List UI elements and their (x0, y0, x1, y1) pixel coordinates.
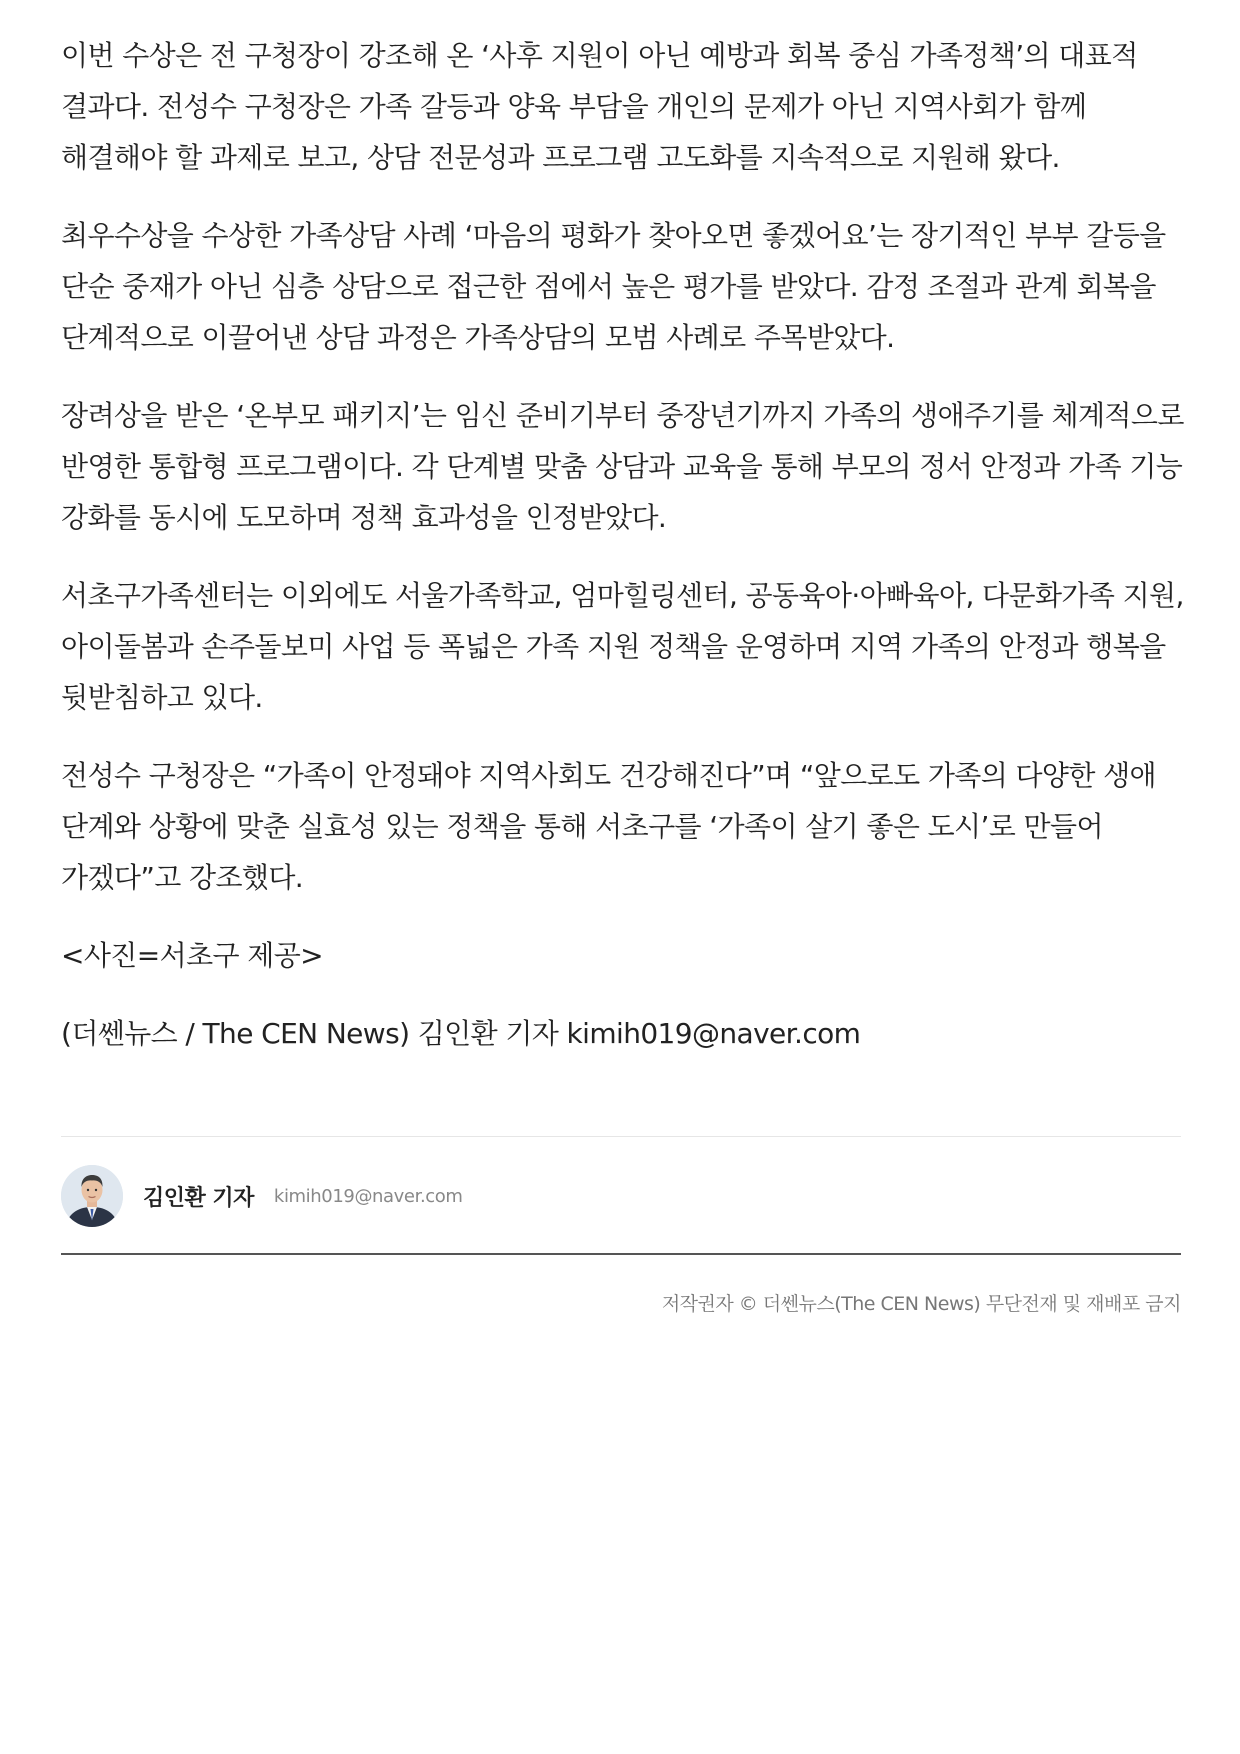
article-paragraph: 서초구가족센터는 이외에도 서울가족학교, 엄마힐링센터, 공동육아·아빠육아, 다문화가족 지원, 아이돌봄과 손주돌보미 사업 등 폭넓은 가족 지원 정책을 운영하며 지역 가족의 안정과 행복을 뒷받침하고 있다. (61, 579, 1184, 714)
copyright-notice: 저작권자 © 더쎈뉴스(The CEN News) 무단전재 및 재배포 금지 (661, 1293, 1181, 1315)
reporter-email[interactable]: kimih019@naver.com (273, 1185, 463, 1207)
footer-divider (61, 1253, 1181, 1255)
article-paragraph: 전성수 구청장은 “가족이 안정돼야 지역사회도 건강해진다”며 “앞으로도 가족의 다양한 생애 단계와 상황에 맞춘 실효성 있는 정책을 통해 서초구를 ‘가족이 살기 좋은 도시’로 만들어 가겠다”고 강조했다. (61, 759, 1157, 894)
article-paragraph: 이번 수상은 전 구청장이 강조해 온 ‘사후 지원이 아닌 예방과 회복 중심 가족정책’의 대표적 결과다. 전성수 구청장은 가족 갈등과 양육 부담을 개인의 문제가 아닌 지역사회가 함께 해결해야 할 과제로 보고, 상담 전문성과 프로그램 고도화를 지속적으로 지원해 왔다. (61, 39, 1138, 174)
reporter-byline (61, 1164, 1181, 1228)
byline-top-divider (61, 1136, 1181, 1137)
article-paragraph: 장려상을 받은 ‘온부모 패키지’는 임신 준비기부터 중장년기까지 가족의 생애주기를 체계적으로 반영한 통합형 프로그램이다. 각 단계별 맞춤 상담과 교육을 통해 부모의 정서 안정과 가족 기능 강화를 동시에 도모하며 정책 효과성을 인정받았다. (61, 399, 1184, 534)
article-paragraph: 최우수상을 수상한 가족상담 사례 ‘마음의 평화가 찾아오면 좋겠어요’는 장기적인 부부 갈등을 단순 중재가 아닌 심층 상담으로 접근한 점에서 높은 평가를 받았다. 감정 조절과 관계 회복을 단계적으로 이끌어낸 상담 과정은 가족상담의 모범 사례로 주목받았다. (61, 219, 1166, 354)
reporter-photo-icon (61, 1165, 123, 1227)
reporter-name[interactable]: 김인환 기자 (143, 1185, 254, 1211)
photo-credit: <사진=서초구 제공> (61, 939, 324, 972)
reporter-avatar[interactable] (61, 1165, 123, 1227)
article-body (61, 30, 1185, 1086)
article-signature: (더쎈뉴스 / The CEN News) 김인환 기자 kimih019@naver.com (61, 1017, 861, 1050)
